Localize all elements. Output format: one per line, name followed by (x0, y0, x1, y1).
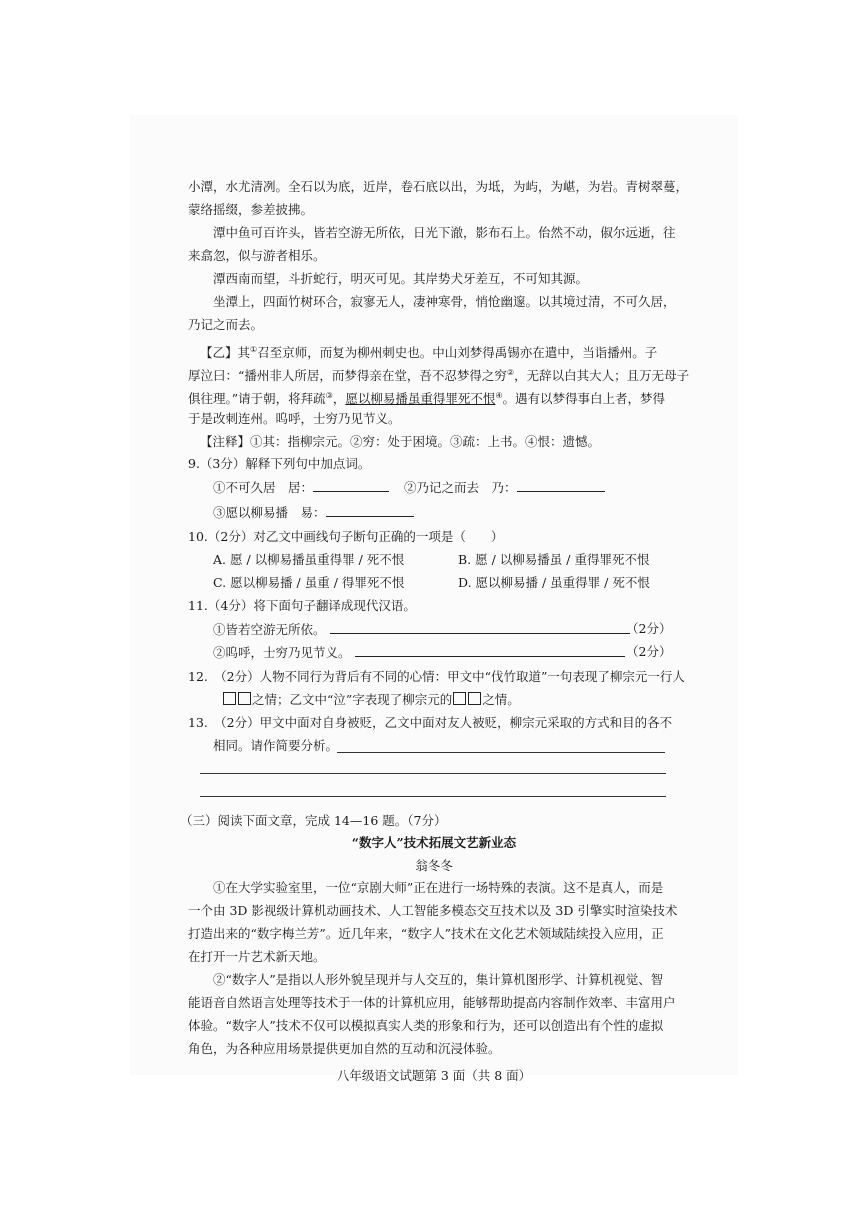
score-label: （2分） (626, 621, 672, 636)
question-9c: ③愿以柳易播 易： (213, 503, 414, 522)
annotation-notes: 【注释】①其：指柳宗元。②穷：处于困境。③疏：上书。④恨：遗憾。 (200, 434, 601, 449)
passage-jia-line: 小潭，水尤清冽。全石以为底，近岸，卷石底以出，为坻，为屿，为嵁，为岩。青树翠蔓， (188, 179, 689, 194)
passage-jia-line: 蒙络摇缀，参差披拂。 (188, 202, 314, 217)
question-9-stem: 9.（3分）解释下列句中加点词。 (188, 456, 371, 471)
passage-yi-line: 于是改刺连州。呜呼，士穷乃见节义。 (188, 411, 401, 426)
article-line: 在打开一片艺术新天地。 (188, 949, 326, 964)
page-footer: 八年级语文试题第 3 面（共 8 面） (336, 1068, 532, 1083)
article-line: 角色，为各种应用场景提供更加自然的互动和沉浸体验。 (188, 1041, 501, 1056)
question-12-line2: 之情；乙文中“泣”字表现了柳宗元的 之情。 (222, 691, 520, 709)
question-13-line2: 相同。请作简要分析。 (213, 738, 339, 753)
passage-jia-line: 来翕忽，似与游者相乐。 (188, 248, 326, 263)
passage-jia-line: 乃记之而去。 (188, 317, 264, 332)
answer-box[interactable] (468, 692, 481, 705)
article-line: 体验。“数字人”技术不仅可以模拟真实人类的形象和行为，还可以创造出有个性的虚拟 (188, 1018, 664, 1033)
question-13-stem: 13. （2分）甲文中面对自身被贬，乙文中面对友人被贬，柳宗元采取的方式和目的各不 (188, 715, 673, 730)
question-11-stem: 11.（4分）将下面句子翻译成现代汉语。 (188, 598, 416, 613)
option-c[interactable]: C. 愿以柳易播 / 虽重 / 得罪死不恨 (213, 575, 405, 590)
underlined-sentence: 愿以柳易播虽重得罪死不恨 (345, 391, 496, 407)
answer-line[interactable] (355, 643, 625, 657)
answer-line[interactable] (200, 773, 666, 774)
option-b[interactable]: B. 愿 / 以柳易播虽 / 重得罪死不恨 (458, 552, 650, 567)
answer-box[interactable] (223, 692, 236, 705)
question-11a: ①皆若空游无所依。 (213, 620, 630, 639)
passage-yi-line: 【乙】其①召至京师，而复为柳州刺史也。中山刘梦得禹锡亦在遣中，当诣播州。子 (200, 345, 658, 361)
question-10-stem: 10.（2分）对乙文中画线句子断句正确的一项是（ ） (188, 529, 504, 544)
article-title: “数字人”技术拓展文艺新业态 (351, 835, 517, 850)
answer-blank[interactable] (313, 478, 389, 492)
article-line: 打造出来的“数字梅兰芳”。近几年来，“数字人”技术在文化艺术领域陆续投入应用，正 (188, 926, 664, 941)
article-line: ②“数字人”是指以人形外貌呈现并与人交互的，集计算机图形学、计算机视觉、智 (213, 972, 664, 987)
question-12-stem: 12. （2分）人物不同行为背后有不同的心情：甲文中“伐竹取道”一句表现了柳宗元一行人 (188, 669, 685, 684)
passage-yi-line: 俱往理。”请于朝，将拜疏③，愿以柳易播虽重得罪死不恨④。遇有以梦得事白上者，梦得 (188, 391, 666, 407)
passage-jia-line: 坐潭上，四面竹树环合，寂寥无人，凄神寒骨，悄怆幽邃。以其境过清，不可久居， (213, 294, 676, 309)
article-line: 能语音自然语言处理等技术于一体的计算机应用，能够帮助提高内容制作效率、丰富用户 (188, 995, 676, 1010)
section-heading: （三）阅读下面文章，完成 14—16 题。（7分） (180, 813, 447, 828)
option-a[interactable]: A. 愿 / 以柳易播虽重得罪 / 死不恨 (213, 552, 405, 567)
passage-jia-line: 潭西南而望，斗折蛇行，明灭可见。其岸势犬牙差互，不可知其源。 (213, 271, 589, 286)
passage-yi-line: 厚泣曰：“播州非人所居，而梦得亲在堂，吾不忍梦得之穷②，无辞以白其大人；且万无母子 (188, 368, 690, 384)
question-9a: ①不可久居 居： (213, 478, 389, 497)
answer-line[interactable] (200, 796, 666, 797)
option-d[interactable]: D. 愿以柳易播 / 虽重得罪 / 死不恨 (458, 575, 650, 590)
score-label: （2分） (626, 644, 672, 659)
question-9b: ②乃记之而去 乃： (404, 478, 605, 497)
answer-box[interactable] (238, 692, 251, 705)
question-11b: ②呜呼，士穷乃见节义。 (213, 643, 625, 662)
article-line: 一个由 3D 影视级计算机动画技术、人工智能多模态交互技术以及 3D 引擎实时渲染技术 (188, 903, 678, 918)
passage-jia-line: 潭中鱼可百许头，皆若空游无所依，日光下澈，影布石上。佁然不动，俶尔远逝，往 (213, 225, 676, 240)
answer-line[interactable] (337, 752, 665, 753)
answer-blank[interactable] (326, 503, 414, 517)
answer-line[interactable] (330, 620, 630, 634)
article-line: ①在大学实验室里，一位“京剧大师”正在进行一场特殊的表演。这不是真人，而是 (213, 880, 664, 895)
answer-box[interactable] (453, 692, 466, 705)
article-author: 翁冬冬 (415, 858, 453, 873)
answer-blank[interactable] (517, 478, 605, 492)
